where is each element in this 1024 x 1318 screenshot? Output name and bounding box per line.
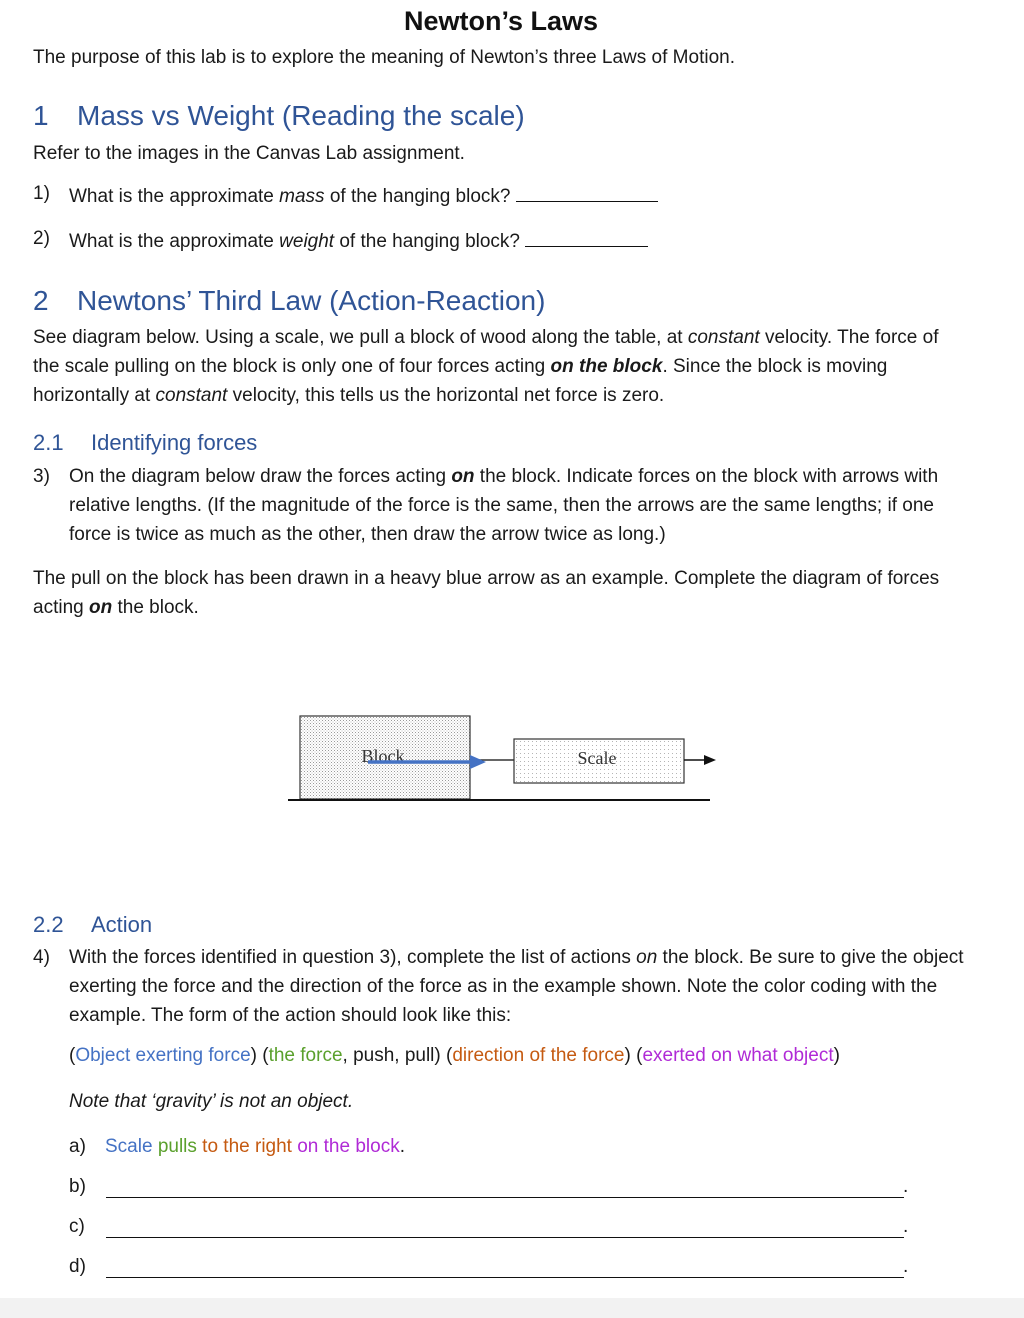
scale [514,739,684,783]
section-1-number: 1 [33,100,49,131]
section-2-title: Newtons’ Third Law (Action-Reaction) [77,285,546,316]
section-1-heading [33,100,525,132]
example-action: Scale pulls to the right on the block. [105,1136,405,1157]
q2-answer-blank[interactable] [525,228,648,247]
force-diagram[interactable] [280,705,720,815]
answer-c-label: c) [69,1216,85,1237]
q1-answer-blank[interactable] [516,183,658,202]
section-2-number: 2 [33,285,49,316]
gravity-note: Note that ‘gravity’ is not an object. [69,1091,354,1112]
section-2-paragraph: See diagram below. Using a scale, we pull a block of wood along the table, at constant velocity. The force of the scale pulling on the block is only one of four forces acting on the block. Since the block is moving horizontally at constant velocity, this tells us the horizontal net force is zero. [33,327,939,406]
pull-example-text: The pull on the block has been drawn in a heavy blue arrow as an example. Complete the diagram of forces acting on the block. [33,568,940,618]
section-2-2-number: 2.2 [33,912,64,937]
answer-b-period: . [903,1176,909,1197]
q4-number: 4) [33,947,50,968]
section-2-1-number: 2.1 [33,430,64,455]
q1-text: What is the approximate mass of the hanging block? [69,183,658,208]
example-label: a) [69,1136,86,1157]
page-bottom-edge [0,1298,1024,1318]
section-2-heading [33,285,545,317]
q2-text: What is the approximate weight of the hanging block? [69,228,648,253]
q3-text: On the diagram below draw the forces acting on the block. Indicate forces on the block with arrows with relative lengths. (If the magnitude of the force is the same, then the arrows are the same lengths; if one force is twice as much as the other, then draw the arrow twice as long.) [69,466,939,545]
block [300,716,470,799]
form-direction: direction of the force [452,1045,625,1066]
section-2-1-title: Identifying forces [91,430,258,455]
form-force: the force [268,1045,343,1066]
form-on-object: exerted on what object [642,1045,834,1066]
action-form-template: (Object exerting force) (the force, push, pull) (direction of the force) (exerted on what object) [69,1045,840,1066]
q3-number: 3) [33,466,50,487]
answer-d-period: . [903,1256,909,1277]
q2-number: 2) [33,228,50,249]
section-1-title: Mass vs Weight (Reading the scale) [77,100,525,131]
refer-text: Refer to the images in the Canvas Lab assignment. [33,143,465,164]
form-object: Object exerting force [75,1045,251,1066]
answer-b-line[interactable] [106,1197,904,1198]
section-2-2-heading [33,912,152,938]
blue-pull-arrowhead [470,755,486,769]
block-label: Block [361,746,405,766]
q4-text: With the forces identified in question 3), complete the list of actions on the block. Be sure to give the object exerting the force and the direction of the force as in the example shown. Note the color coding with the example. The form of the action should look like this: [69,947,964,1026]
q1-number: 1) [33,183,50,204]
answer-c-line[interactable] [106,1237,904,1238]
scale-label: Scale [577,748,617,768]
intro-text: The purpose of this lab is to explore the meaning of Newton’s three Laws of Motion. [33,47,735,68]
page-title: Newton’s Laws [403,6,599,36]
section-2-1-heading [33,430,257,456]
answer-d-label: d) [69,1256,86,1277]
answer-b-label: b) [69,1176,86,1197]
section-2-2-title: Action [91,912,153,937]
scale-pull-arrowhead [704,755,716,765]
answer-c-period: . [903,1216,909,1237]
answer-d-line[interactable] [106,1277,904,1278]
